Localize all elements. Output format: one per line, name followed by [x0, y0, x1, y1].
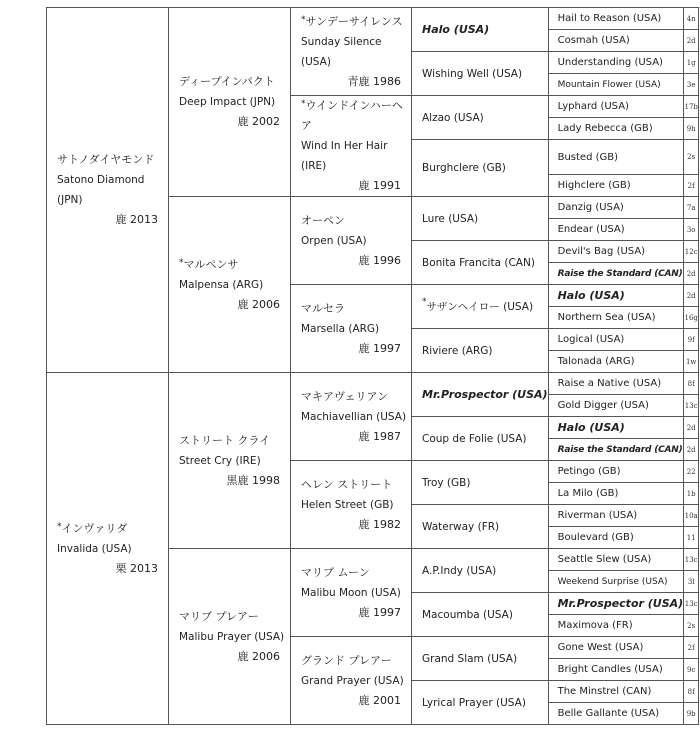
- horse-name: Wishing Well (USA): [422, 67, 523, 80]
- horse-gen3-1: [291, 96, 412, 197]
- family-number: 9b: [684, 703, 699, 725]
- family-number: 4n: [684, 8, 699, 30]
- horse-name: Gold Digger (USA): [557, 400, 649, 411]
- horse-name-jp: グランド プレアー: [301, 653, 392, 667]
- horse-gen5-11: [548, 263, 684, 285]
- horse-name: Devil's Bag (USA): [557, 246, 646, 257]
- horse-gen5-13: [548, 307, 684, 329]
- horse-name: Gone West (USA): [557, 642, 644, 653]
- family-number: 17b: [684, 96, 699, 118]
- horse-name: Raise the Standard (CAN): [557, 268, 683, 279]
- horse-name: Riverman (USA): [557, 510, 638, 521]
- horse-name-en: Malpensa (ARG): [179, 278, 264, 291]
- horse-gen5-7: [548, 175, 684, 197]
- horse-gen4-12: [412, 549, 549, 593]
- coat-year: 鹿 2002: [237, 115, 280, 128]
- horse-gen1-1: [47, 373, 169, 725]
- family-number: 2d: [684, 30, 699, 52]
- family-number: 7a: [684, 197, 699, 219]
- horse-name-en: Satono Diamond (JPN): [57, 174, 145, 206]
- horse-name-jp: サトノダイヤモンド: [57, 153, 155, 166]
- horse-gen4-5: [412, 241, 549, 285]
- horse-name-en: Invalida (USA): [57, 542, 132, 555]
- horse-name: Mountain Flower (USA): [557, 79, 661, 90]
- family-number: 2d: [684, 417, 699, 439]
- coat-year: 鹿 1997: [358, 341, 401, 355]
- horse-gen4-4: [412, 197, 549, 241]
- horse-name: Talonada (ARG): [557, 356, 635, 367]
- family-number: 13c: [684, 593, 699, 615]
- horse-gen5-9: [548, 219, 684, 241]
- horse-name: Belle Gallante (USA): [557, 708, 660, 719]
- family-number: 2d: [684, 263, 699, 285]
- horse-name-en: Sunday Silence (USA): [301, 35, 382, 68]
- family-number: 13c: [684, 549, 699, 571]
- horse-gen5-5: [548, 118, 684, 140]
- family-number: 9h: [684, 118, 699, 140]
- horse-name-jp: ヘレン ストリート: [301, 477, 393, 491]
- coat-year: 鹿 2006: [237, 297, 280, 311]
- horse-gen5-28: [548, 637, 684, 659]
- horse-name: Danzig (USA): [557, 202, 624, 213]
- horse-name: Lady Rebecca (GB): [557, 123, 653, 134]
- horse-name: Seattle Slew (USA): [557, 554, 652, 565]
- horse-gen4-15: [412, 681, 549, 725]
- horse-name: Lure (USA): [422, 212, 479, 225]
- horse-name: Boulevard (GB): [557, 532, 634, 543]
- horse-gen5-23: [548, 527, 684, 549]
- coat-year: 鹿 1991: [358, 179, 401, 192]
- horse-gen3-5: [291, 461, 412, 549]
- horse-name: Mr.Prospector (USA): [557, 597, 684, 610]
- horse-name-en: Orpen (USA): [301, 234, 367, 247]
- horse-gen5-1: [548, 30, 684, 52]
- horse-name: Highclere (GB): [557, 180, 631, 191]
- coat-year: 黒鹿 1998: [226, 473, 280, 487]
- horse-gen5-2: [548, 52, 684, 74]
- horse-gen5-19: [548, 439, 684, 461]
- table-row: [47, 8, 699, 30]
- horse-gen5-0: [548, 8, 684, 30]
- family-number: 1b: [684, 483, 699, 505]
- horse-name-en: Malibu Prayer (USA): [179, 630, 285, 643]
- horse-name-jp: インヴァリダ: [61, 521, 128, 535]
- horse-gen3-7: [291, 637, 412, 725]
- family-number: 3o: [684, 219, 699, 241]
- horse-name: Hail to Reason (USA): [557, 13, 662, 24]
- horse-name: The Minstrel (CAN): [557, 686, 652, 697]
- horse-name: La Milo (GB): [557, 488, 619, 499]
- family-number: 9c: [684, 659, 699, 681]
- horse-gen5-17: [548, 395, 684, 417]
- family-number: 1g: [684, 52, 699, 74]
- pedigree-table: [46, 7, 699, 725]
- family-number: 1w: [684, 351, 699, 373]
- horse-name-jp: マルセラ: [301, 301, 345, 315]
- family-number: 2f: [684, 175, 699, 197]
- horse-name: Burghclere (GB): [422, 162, 506, 174]
- family-number: 11: [684, 527, 699, 549]
- horse-gen5-4: [548, 96, 684, 118]
- horse-name-jp: マリブ ムーン: [301, 565, 370, 579]
- horse-gen5-8: [548, 197, 684, 219]
- horse-gen5-20: [548, 461, 684, 483]
- horse-name: Cosmah (USA): [557, 35, 630, 46]
- horse-name: Northern Sea (USA): [557, 312, 656, 323]
- horse-name: Mr.Prospector (USA): [422, 388, 548, 401]
- family-number: 12c: [684, 241, 699, 263]
- horse-gen5-22: [548, 505, 684, 527]
- horse-gen3-3: [291, 285, 412, 373]
- horse-name-jp: ウインドインハーヘア: [301, 99, 403, 132]
- family-number: 3e: [684, 74, 699, 96]
- horse-gen4-7: [412, 329, 549, 373]
- coat-year: 鹿 1982: [358, 517, 401, 531]
- family-number: 2d: [684, 285, 699, 307]
- horse-name: サザンヘイロー (USA): [426, 301, 534, 313]
- family-number: 8f: [684, 373, 699, 395]
- horse-gen2-2: [169, 373, 291, 549]
- horse-name: Understanding (USA): [557, 57, 663, 68]
- horse-gen3-2: [291, 197, 412, 285]
- horse-gen5-29: [548, 659, 684, 681]
- horse-name: Riviere (ARG): [422, 344, 493, 357]
- horse-gen4-13: [412, 593, 549, 637]
- horse-gen3-0: [291, 8, 412, 96]
- horse-gen2-1: [169, 197, 291, 373]
- horse-name: Busted (GB): [557, 151, 619, 163]
- horse-name-en: Marsella (ARG): [301, 322, 380, 335]
- import-mark: *: [301, 14, 306, 25]
- horse-gen5-18: [548, 417, 684, 439]
- family-number: 22: [684, 461, 699, 483]
- horse-gen5-3: [548, 74, 684, 96]
- horse-name: Halo (USA): [557, 421, 625, 434]
- horse-gen1-0: [47, 8, 169, 373]
- horse-name-en: Helen Street (GB): [301, 498, 394, 511]
- horse-name: Grand Slam (USA): [422, 652, 518, 665]
- family-number: 2s: [684, 615, 699, 637]
- horse-name-jp: マリブ プレアー: [179, 609, 259, 623]
- table-row: [47, 373, 699, 395]
- family-number: 10a: [684, 505, 699, 527]
- horse-gen5-26: [548, 593, 684, 615]
- horse-name: Weekend Surprise (USA): [557, 576, 668, 587]
- horse-gen5-31: [548, 703, 684, 725]
- family-number: 2s: [684, 140, 699, 175]
- horse-name-en: Wind In Her Hair (IRE): [301, 140, 388, 172]
- horse-gen4-3: [412, 140, 549, 197]
- horse-gen4-14: [412, 637, 549, 681]
- horse-name-jp: ディープインパクト: [179, 75, 275, 88]
- coat-year: 鹿 2006: [237, 649, 280, 663]
- horse-name-jp: マルペンサ: [183, 257, 239, 271]
- horse-gen4-1: [412, 52, 549, 96]
- horse-name: Endear (USA): [557, 224, 625, 235]
- import-mark: *: [179, 257, 184, 268]
- horse-gen5-16: [548, 373, 684, 395]
- horse-gen4-6: [412, 285, 549, 329]
- horse-name: A.P.Indy (USA): [422, 564, 497, 577]
- horse-gen5-6: [548, 140, 684, 175]
- horse-name-en: Malibu Moon (USA): [301, 586, 401, 599]
- horse-gen2-0: [169, 8, 291, 197]
- horse-name-en: Grand Prayer (USA): [301, 674, 404, 687]
- horse-name: Bright Candles (USA): [557, 664, 663, 675]
- family-number: 2f: [684, 637, 699, 659]
- horse-gen5-12: [548, 285, 684, 307]
- horse-gen2-3: [169, 549, 291, 725]
- horse-gen5-14: [548, 329, 684, 351]
- horse-name-jp: ストリート クライ: [179, 433, 271, 447]
- horse-gen3-4: [291, 373, 412, 461]
- coat-year: 鹿 1997: [358, 605, 401, 619]
- horse-gen5-27: [548, 615, 684, 637]
- family-number: 9f: [684, 329, 699, 351]
- horse-name: Troy (GB): [422, 476, 471, 489]
- horse-gen4-10: [412, 461, 549, 505]
- coat-year: 栗 2013: [115, 561, 158, 575]
- coat-year: 鹿 2013: [115, 213, 158, 226]
- horse-name: Lyphard (USA): [557, 101, 629, 112]
- import-mark: *: [57, 521, 62, 532]
- horse-gen5-24: [548, 549, 684, 571]
- horse-gen4-8: [412, 373, 549, 417]
- horse-name: Petingo (GB): [557, 466, 621, 477]
- horse-name: Halo (USA): [557, 289, 625, 302]
- horse-name: Alzao (USA): [422, 111, 484, 124]
- import-mark: *: [422, 297, 427, 307]
- horse-gen4-11: [412, 505, 549, 549]
- horse-name-en: Machiavellian (USA): [301, 410, 407, 423]
- horse-gen5-15: [548, 351, 684, 373]
- horse-name-jp: サンデーサイレンス: [305, 14, 403, 28]
- horse-name: Logical (USA): [557, 334, 625, 345]
- horse-name: Waterway (FR): [422, 520, 500, 533]
- horse-name: Coup de Folie (USA): [422, 432, 527, 445]
- horse-name: Bonita Francita (CAN): [422, 256, 535, 269]
- horse-gen4-2: [412, 96, 549, 140]
- coat-year: 鹿 1987: [358, 429, 401, 443]
- horse-name: Lyrical Prayer (USA): [422, 696, 526, 709]
- horse-gen4-0: [412, 8, 549, 52]
- horse-name: Maximova (FR): [557, 620, 633, 631]
- import-mark: *: [301, 99, 306, 109]
- coat-year: 鹿 1996: [358, 253, 401, 267]
- horse-gen4-9: [412, 417, 549, 461]
- family-number: 2d: [684, 439, 699, 461]
- horse-name-en: Street Cry (IRE): [179, 454, 261, 467]
- coat-year: 鹿 2001: [358, 693, 401, 707]
- family-number: 13c: [684, 395, 699, 417]
- horse-gen5-30: [548, 681, 684, 703]
- horse-gen5-21: [548, 483, 684, 505]
- family-number: 8f: [684, 681, 699, 703]
- coat-year: 青鹿 1986: [347, 74, 401, 88]
- horse-name-en: Deep Impact (JPN): [179, 96, 276, 108]
- horse-gen3-6: [291, 549, 412, 637]
- horse-gen5-25: [548, 571, 684, 593]
- horse-gen5-10: [548, 241, 684, 263]
- horse-name: Raise the Standard (CAN): [557, 444, 683, 455]
- family-number: 16g: [684, 307, 699, 329]
- horse-name-jp: オーペン: [301, 213, 345, 227]
- horse-name-jp: マキアヴェリアン: [301, 389, 389, 403]
- family-number: 3l: [684, 571, 699, 593]
- horse-name: Halo (USA): [422, 23, 490, 36]
- horse-name: Macoumba (USA): [422, 608, 513, 621]
- horse-name: Raise a Native (USA): [557, 378, 662, 389]
